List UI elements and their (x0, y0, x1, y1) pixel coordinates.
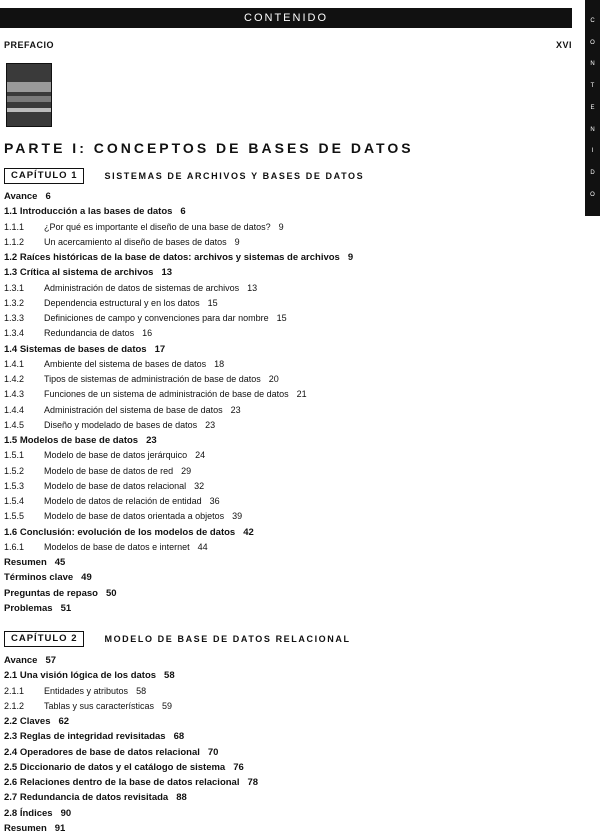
toc-entry-title: Tablas y sus características (44, 700, 155, 711)
toc-entry-title: 2.5 Diccionario de datos y el catálogo de sistema (4, 761, 226, 773)
toc-entry-title: Administración del sistema de base de datos (44, 404, 223, 415)
toc-entry-page: 23 (146, 435, 157, 446)
toc-entry-title: Entidades y atributos (44, 685, 129, 696)
toc-entry-page: 15 (207, 297, 218, 308)
toc-entry[interactable] (4, 311, 564, 326)
toc-entry-page: 18 (214, 358, 225, 369)
toc-entry[interactable] (4, 570, 564, 585)
chapter-label-box: CAPÍTULO 1 (4, 168, 84, 184)
side-tab-letter: I (591, 148, 594, 155)
side-tab-letter: D (590, 170, 595, 177)
toc-entry-page: 42 (243, 526, 254, 538)
toc-entry[interactable] (4, 296, 564, 311)
toc-entry-number: 1.5.5 (4, 511, 25, 522)
toc-entry[interactable] (4, 464, 564, 479)
toc-entry-title: Tipos de sistemas de administración de base de datos (44, 374, 261, 384)
toc-entry[interactable] (4, 653, 564, 668)
toc-entry-number: 1.5.1 (4, 450, 25, 461)
toc-entry-title: Definiciones de campo y convenciones para dar nombre (44, 313, 269, 323)
toc-entry-number: 1.4.2 (4, 374, 25, 384)
toc-entry-title: 2.8 Índices (4, 807, 53, 819)
toc-entry[interactable] (4, 601, 564, 616)
toc-entry-title: Dependencia estructural y en los datos (44, 297, 200, 308)
toc-entry-page: 17 (154, 343, 166, 355)
toc-entry-number: 1.4.3 (4, 389, 25, 400)
side-tab-letter: O (590, 192, 595, 198)
toc-entry-page: 58 (136, 685, 147, 696)
toc-entry[interactable] (4, 494, 564, 509)
toc-entry-title: Un acercamiento al diseño de bases de datos (44, 236, 227, 247)
toc-entry[interactable] (4, 418, 564, 433)
chapter-heading (4, 631, 351, 647)
toc-entry-page: 57 (45, 655, 57, 666)
toc-entry-title: Resumen (4, 557, 47, 568)
toc-entry-page: 88 (176, 792, 187, 804)
side-tab-letter: E (590, 104, 595, 111)
toc-entry[interactable] (4, 342, 564, 357)
chapter-label-box: CAPÍTULO 2 (4, 631, 84, 647)
toc-entry-page: 78 (247, 777, 259, 788)
toc-entry[interactable] (4, 326, 564, 341)
toc-entry[interactable] (4, 684, 564, 699)
toc-entry-page: 9 (347, 252, 354, 263)
toc-entry-number: 1.5.3 (4, 480, 25, 491)
toc-entry-title: 2.4 Operadores de base de datos relacional (4, 746, 200, 758)
toc-entry-page: 51 (60, 602, 72, 614)
toc-entry-page: 16 (142, 328, 153, 339)
toc-entry-title: Términos clave (4, 572, 74, 584)
toc-entry-title: 1.3 Crítica al sistema de archivos (4, 267, 154, 279)
chapter-title: MODELO DE BASE DE DATOS RELACIONAL (104, 634, 351, 644)
toc-entry-number: 2.1.2 (4, 700, 25, 711)
side-tab-letter: T (590, 83, 595, 90)
toc-entry-number: 1.3.1 (4, 282, 25, 293)
toc-entry-title: Avance (4, 191, 38, 202)
toc-entry[interactable] (4, 189, 564, 204)
toc-entry[interactable] (4, 775, 564, 790)
toc-entry-number: 1.4.1 (4, 358, 25, 369)
toc-entry-title: Modelos de base de datos e internet (44, 541, 190, 552)
toc-entry[interactable] (4, 403, 564, 418)
toc-entry-title: Redundancia de datos (44, 328, 135, 339)
toc-entry-title: Modelo de base de datos relacional (44, 480, 187, 491)
toc-entry-number: 1.5.4 (4, 496, 25, 506)
toc-entry-title: Ambiente del sistema de bases de datos (44, 358, 207, 369)
toc-entry-page: 49 (81, 572, 92, 584)
toc-entry-number: 1.6.1 (4, 541, 25, 552)
toc-entry-title: Diseño y modelado de bases de datos (44, 419, 198, 430)
toc-entry-page: 39 (232, 511, 243, 522)
chapter-title: SISTEMAS DE ARCHIVOS Y BASES DE DATOS (104, 171, 365, 181)
toc-entry[interactable] (4, 790, 564, 805)
toc-entry-title: Administración de datos de sistemas de archivos (44, 282, 240, 293)
toc-entry[interactable] (4, 525, 564, 540)
toc-entry-page: 90 (60, 807, 72, 819)
toc-entry-number: 1.1.1 (4, 221, 25, 232)
toc-entry[interactable] (4, 204, 564, 219)
toc-entry-page: 23 (205, 419, 216, 430)
toc-entry-title: Modelo de base de datos jerárquico (44, 450, 188, 461)
toc-entry-title: Modelo de base de datos de red (44, 465, 174, 476)
toc-entry-title: Modelo de base de datos orientada a objetos (44, 511, 225, 522)
toc-entry-title: 1.5 Modelos de base de datos (4, 435, 139, 446)
toc-entry-page: 21 (296, 389, 307, 400)
toc-entry-title: 1.1 Introducción a las bases de datos (4, 206, 173, 218)
prefacio-label: PREFACIO (4, 40, 55, 50)
toc-entry[interactable] (4, 372, 564, 387)
toc-entry[interactable] (4, 250, 564, 265)
toc-entry[interactable] (4, 220, 564, 235)
toc-entry-page: 15 (276, 313, 287, 323)
toc-entry-page: 70 (207, 746, 219, 758)
toc-list (4, 189, 564, 616)
toc-entry[interactable] (4, 714, 564, 729)
toc-entry-page: 50 (105, 587, 117, 599)
toc-entry[interactable] (4, 235, 564, 250)
toc-entry[interactable] (4, 668, 564, 683)
contenido-header-bar (0, 8, 572, 28)
toc-entry[interactable] (4, 281, 564, 296)
toc-list (4, 653, 564, 836)
toc-entry-page: 6 (180, 206, 186, 218)
side-tab-letter: C (590, 17, 595, 24)
toc-entry[interactable] (4, 699, 564, 714)
prefacio-row[interactable] (4, 40, 572, 50)
toc-entry-page: 76 (233, 761, 244, 773)
header-title: CONTENIDO (244, 12, 328, 24)
toc-entry-title: 1.4 Sistemas de bases de datos (4, 343, 147, 355)
toc-entry-page: 45 (54, 557, 66, 568)
part-thumbnail-image (6, 63, 52, 127)
toc-entry[interactable] (4, 540, 564, 555)
toc-entry-page: 24 (195, 450, 206, 461)
toc-entry-title: 2.6 Relaciones dentro de la base de datos relacional (4, 777, 240, 788)
toc-entry-number: 1.1.2 (4, 236, 25, 247)
toc-entry-title: Modelo de datos de relación de entidad (44, 496, 202, 506)
toc-entry-page: 20 (268, 374, 279, 384)
part-title: PARTE I: CONCEPTOS DE BASES DE DATOS (4, 140, 414, 156)
toc-entry[interactable] (4, 479, 564, 494)
toc-entry-page: 23 (230, 404, 241, 415)
toc-entry-number: 1.5.2 (4, 465, 25, 476)
toc-entry-title: Avance (4, 655, 38, 666)
side-tab-letter: N (590, 126, 595, 133)
toc-entry-number: 1.3.3 (4, 313, 25, 323)
toc-entry-title: 2.3 Reglas de integridad revisitadas (4, 731, 166, 743)
side-tab-letter: O (590, 39, 595, 46)
toc-entry[interactable] (4, 745, 564, 760)
toc-entry-title: 2.2 Claves (4, 716, 51, 727)
toc-entry-number: 1.3.4 (4, 328, 25, 339)
toc-entry-page: 44 (197, 541, 208, 552)
toc-entry-page: 13 (247, 282, 258, 293)
toc-entry-page: 13 (161, 267, 173, 279)
toc-entry[interactable] (4, 433, 564, 448)
toc-entry[interactable] (4, 586, 564, 601)
toc-entry-page: 9 (278, 221, 284, 232)
toc-entry-page: 32 (194, 480, 205, 491)
toc-entry-number: 1.3.2 (4, 297, 25, 308)
toc-entry[interactable] (4, 448, 564, 463)
toc-entry-title: Problemas (4, 602, 53, 614)
chapter-heading (4, 168, 364, 184)
toc-entry-number: 1.4.4 (4, 404, 25, 415)
toc-entry-title: 1.2 Raíces históricas de la base de datos: archivos y sistemas de archivos (4, 252, 340, 263)
toc-entry[interactable] (4, 265, 564, 280)
side-tab (585, 0, 600, 216)
toc-entry-title: 2.7 Redundancia de datos revisitada (4, 792, 169, 804)
toc-entry-title: 1.6 Conclusión: evolución de los modelos de datos (4, 526, 236, 538)
toc-entry[interactable] (4, 509, 564, 524)
toc-entry-page: 58 (164, 670, 175, 682)
toc-entry-title: ¿Por qué es importante el diseño de una base de datos? (44, 221, 271, 232)
toc-entry-title: Resumen (4, 822, 47, 834)
toc-entry-page: 6 (45, 191, 51, 202)
toc-entry[interactable] (4, 729, 564, 744)
toc-entry-title: Preguntas de repaso (4, 587, 98, 599)
toc-entry[interactable] (4, 387, 564, 402)
toc-entry-page: 36 (209, 496, 220, 506)
toc-entry[interactable] (4, 760, 564, 775)
toc-entry-page: 9 (234, 236, 240, 247)
toc-entry-page: 29 (181, 465, 192, 476)
toc-entry[interactable] (4, 357, 564, 372)
toc-entry[interactable] (4, 555, 564, 570)
side-tab-letter: N (590, 61, 595, 68)
toc-entry-page: 91 (54, 822, 66, 834)
toc-entry[interactable] (4, 806, 564, 821)
toc-entry-title: 2.1 Una visión lógica de los datos (4, 670, 157, 682)
toc-entry-number: 1.4.5 (4, 419, 25, 430)
toc-entry-page: 59 (162, 700, 173, 711)
toc-entry-number: 2.1.1 (4, 685, 25, 696)
toc-entry-page: 62 (58, 716, 70, 727)
toc-entry-page: 68 (173, 731, 185, 743)
toc-entry-title: Funciones de un sistema de administración de base de datos (44, 389, 289, 400)
prefacio-page: XVI (555, 40, 572, 50)
